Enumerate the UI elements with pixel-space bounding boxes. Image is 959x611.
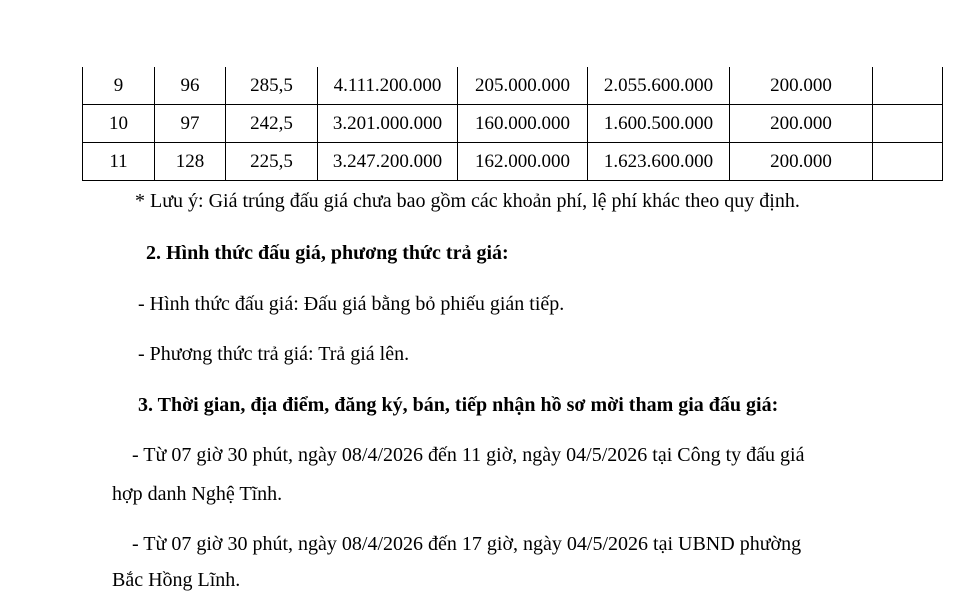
cell-ghi-chu: [873, 105, 943, 143]
schedule-item-1-line-1: - Từ 07 giờ 30 phút, ngày 08/4/2026 đến 11 giờ, ngày 04/5/2026 tại Công ty đấu giá: [132, 444, 805, 466]
auction-form-item: - Hình thức đấu giá: Đấu giá bằng bỏ phiếu gián tiếp.: [138, 293, 565, 315]
cell-tien-coc: 205.000.000: [458, 67, 588, 105]
cell-col6: 1.623.600.000: [588, 143, 730, 181]
cell-tien-coc: 160.000.000: [458, 105, 588, 143]
cell-so-thua: 128: [155, 143, 226, 181]
cell-gia-khoi-diem: 3.247.200.000: [318, 143, 458, 181]
cell-col6: 2.055.600.000: [588, 67, 730, 105]
cell-buoc-gia: 200.000: [730, 105, 873, 143]
table-row: [83, 67, 943, 105]
bidding-method-item: - Phương thức trả giá: Trả giá lên.: [138, 343, 410, 365]
cell-dien-tich: 285,5: [226, 67, 318, 105]
cell-so-thua: 96: [155, 67, 226, 105]
price-note: * Lưu ý: Giá trúng đấu giá chưa bao gồm các khoản phí, lệ phí khác theo quy định.: [135, 190, 800, 212]
cell-so-thua: 97: [155, 105, 226, 143]
schedule-item-2-line-1: - Từ 07 giờ 30 phút, ngày 08/4/2026 đến 17 giờ, ngày 04/5/2026 tại UBND phường: [132, 533, 802, 555]
schedule-item-1-line-2: hợp danh Nghệ Tĩnh.: [112, 483, 283, 505]
cell-stt: 10: [83, 105, 155, 143]
cell-stt: 11: [83, 143, 155, 181]
cell-col6: 1.600.500.000: [588, 105, 730, 143]
cell-gia-khoi-diem: 3.201.000.000: [318, 105, 458, 143]
cell-dien-tich: 225,5: [226, 143, 318, 181]
table-row: [83, 105, 943, 143]
section-2-heading: 2. Hình thức đấu giá, phương thức trả giá:: [146, 242, 509, 264]
cell-tien-coc: 162.000.000: [458, 143, 588, 181]
cell-ghi-chu: [873, 67, 943, 105]
section-3-heading: 3. Thời gian, địa điểm, đăng ký, bán, tiếp nhận hồ sơ mời tham gia đấu giá:: [138, 394, 779, 416]
cell-gia-khoi-diem: 4.111.200.000: [318, 67, 458, 105]
cell-ghi-chu: [873, 143, 943, 181]
auction-price-table: [82, 67, 943, 181]
table-row: [83, 143, 943, 181]
cell-stt: 9: [83, 67, 155, 105]
cell-buoc-gia: 200.000: [730, 143, 873, 181]
cell-dien-tich: 242,5: [226, 105, 318, 143]
schedule-item-2-line-2: Bắc Hồng Lĩnh.: [112, 569, 241, 591]
cell-buoc-gia: 200.000: [730, 67, 873, 105]
